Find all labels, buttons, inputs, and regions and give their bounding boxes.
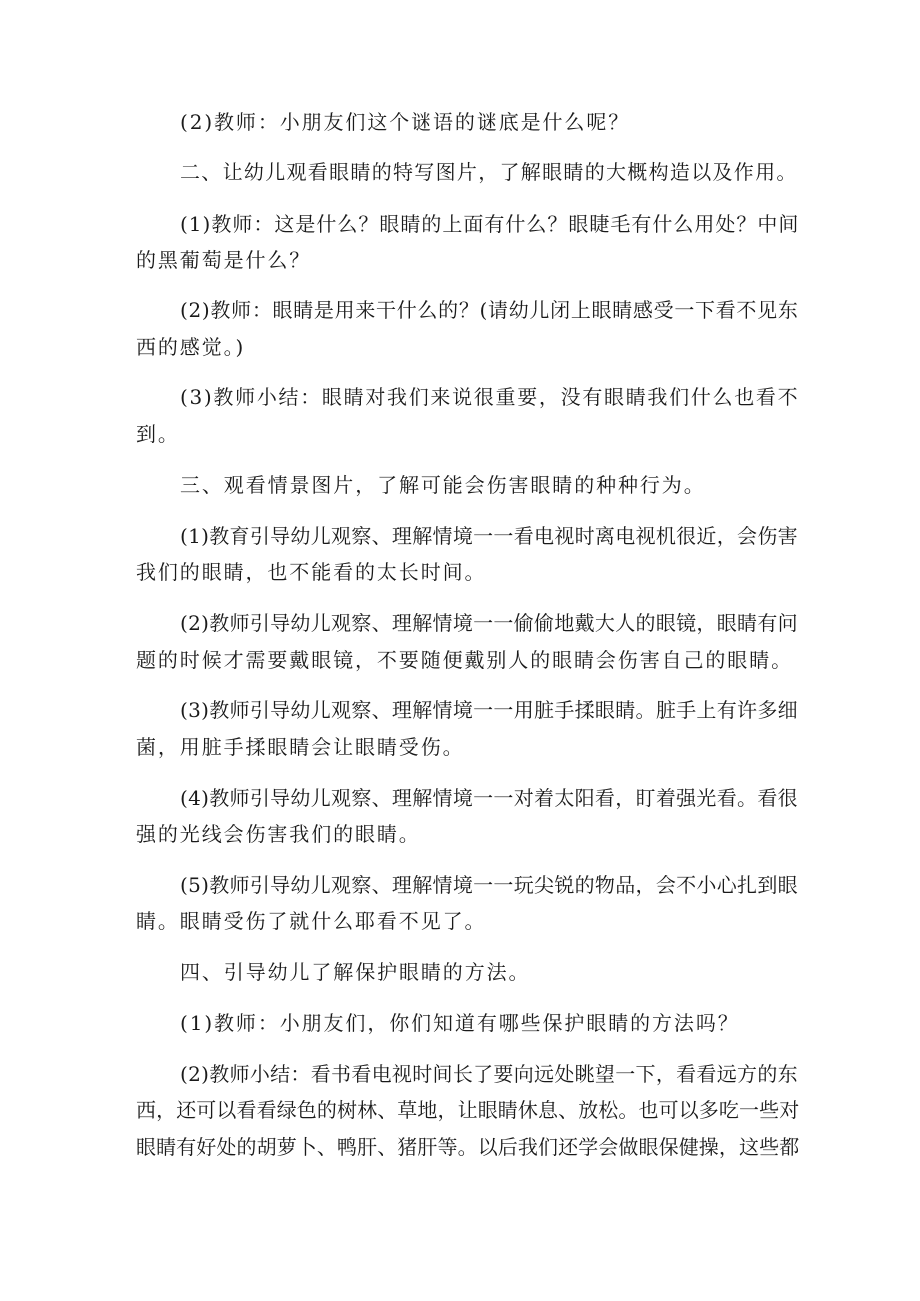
text-line: (4)教师引导幼儿观察、理解情境一一对着太阳看，盯着强光看。看很: [180, 786, 798, 810]
text-line: (3)教师引导幼儿观察、理解情境一一用脏手揉眼睛。脏手上有许多细: [180, 698, 798, 722]
section-heading: 四、引导幼儿了解保护眼睛的方法。: [180, 960, 531, 984]
text-line: 到。: [136, 422, 180, 446]
text-line: (1)教师：这是什么？眼睛的上面有什么？眼睫毛有什么用处？中间: [180, 212, 800, 236]
text-line: 的黑葡萄是什么？: [136, 248, 312, 272]
text-line: (1)教师：小朋友们，你们知道有哪些保护眼睛的方法吗？: [180, 1011, 740, 1035]
section-heading: 二、让幼儿观看眼睛的特写图片，了解眼睛的大概构造以及作用。: [180, 160, 798, 184]
text-line: (5)教师引导幼儿观察、理解情境一一玩尖锐的物品，会不小心扎到眼: [180, 873, 798, 897]
text-line: (1)教育引导幼儿观察、理解情境一一看电视时离电视机很近，会伤害: [180, 524, 798, 548]
text-line: 西，还可以看看绿色的树林、草地，让眼睛休息、放松。也可以多吃一些对: [136, 1098, 800, 1122]
text-line: 强的光线会伤害我们的眼睛。: [136, 822, 421, 846]
text-line: 眼睛有好处的胡萝卜、鸭肝、猪肝等。以后我们还学会做眼保健操，这些都: [136, 1135, 800, 1159]
text-line: (2)教师：眼睛是用来干什么的？(请幼儿闭上眼睛感受一下看不见东: [180, 298, 799, 322]
text-line: (2)教师：小朋友们这个谜语的谜底是什么呢？: [180, 110, 631, 134]
text-line: (3)教师小结：眼睛对我们来说很重要，没有眼睛我们什么也看不: [180, 385, 800, 409]
text-line: 题的时候才需要戴眼镜，不要随便戴别人的眼睛会伤害自己的眼睛。: [136, 648, 793, 672]
section-heading: 三、观看情景图片，了解可能会伤害眼睛的种种行为。: [180, 473, 706, 497]
text-line: 西的感觉。): [136, 335, 246, 359]
text-line: 我们的眼睛，也不能看的太长时间。: [136, 560, 487, 584]
text-line: 睛。眼睛受伤了就什么耶看不见了。: [136, 909, 487, 933]
text-line: (2)教师小结：看书看电视时间长了要向远处眺望一下，看看远方的东: [180, 1062, 798, 1086]
text-line: 菌，用脏手揉眼睛会让眼睛受伤。: [136, 735, 465, 759]
text-line: (2)教师引导幼儿观察、理解情境一一偷偷地戴大人的眼镜，眼睛有问: [180, 611, 798, 635]
